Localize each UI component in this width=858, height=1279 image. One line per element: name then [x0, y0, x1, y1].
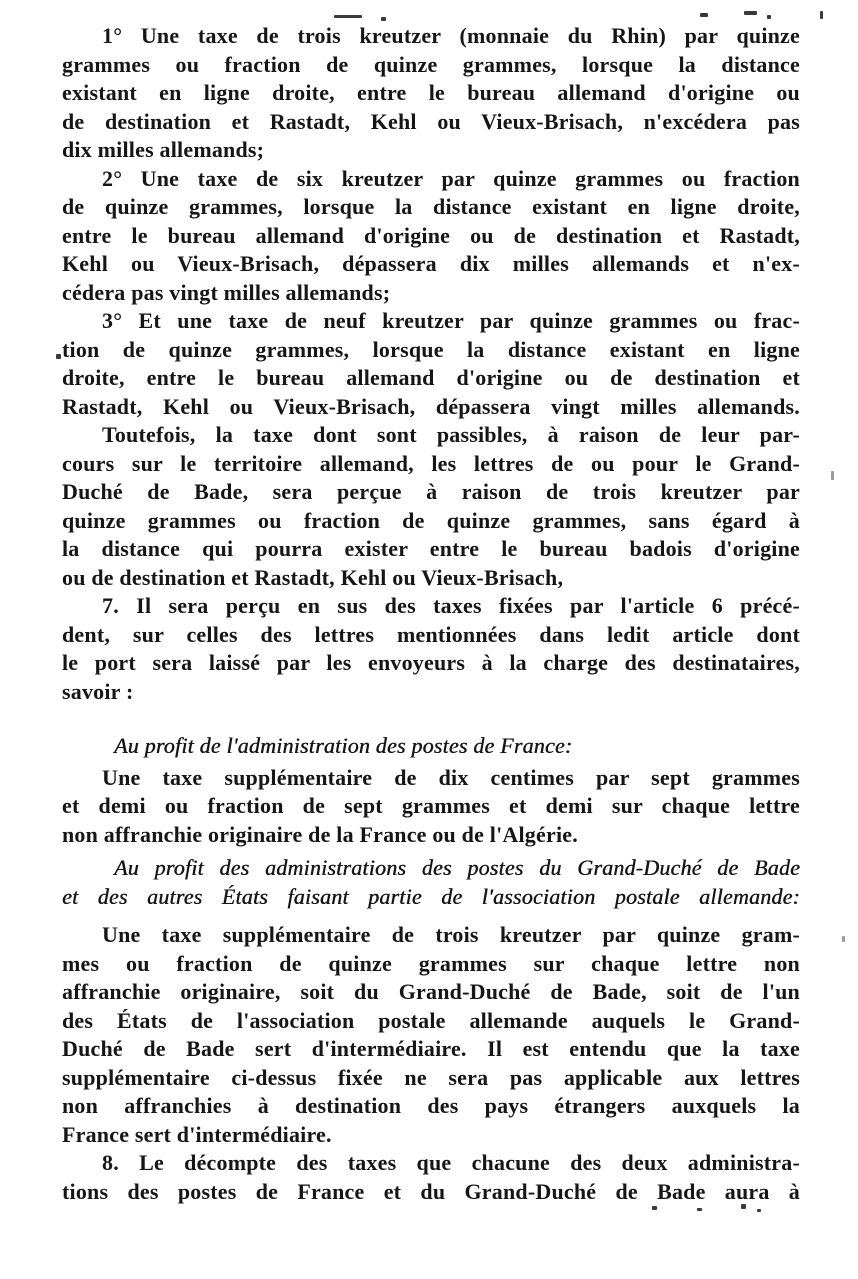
ink-speck — [842, 936, 845, 942]
text-line: quinze grammes ou fraction de quinze grammes, sans égard à — [62, 507, 800, 533]
text-line: savoir : — [62, 678, 134, 704]
text-line: existant en ligne droite, entre le bureau allemand d'origine ou — [62, 80, 800, 105]
text-line: Duché de Bade, sera perçue à raison de trois kreutzer par — [62, 479, 800, 504]
text-line: tion de quinze grammes, lorsque la distance existant en ligne — [62, 336, 800, 362]
ink-speck — [56, 354, 61, 359]
text-line: de quinze grammes, lorsque la distance existant en ligne droite, — [62, 194, 800, 219]
text-line: entre le bureau allemand d'origine ou de destination et Rastadt, — [62, 222, 800, 248]
body-text-block — [62, 22, 800, 1206]
paragraph-taxe-dix-centimes — [62, 764, 800, 850]
article-7 — [62, 592, 800, 706]
text-line: non affranchies à destination des pays étrangers auxquels la — [62, 1093, 800, 1118]
heading-profit-france — [62, 732, 800, 761]
text-line: et des autres États faisant partie de l'association postale allemande: — [62, 883, 800, 909]
text-line: affranchie originaire, soit du Grand-Duché de Bade, soit de l'un — [62, 979, 800, 1004]
text-line: 2° Une taxe de six kreutzer par quinze grammes ou fraction — [102, 165, 800, 191]
text-line: Au profit des administrations des postes du Grand-Duché de Bade — [114, 855, 800, 880]
text-line: Une taxe supplémentaire de trois kreutzer par quinze gram- — [102, 922, 800, 947]
ink-speck — [820, 11, 823, 19]
ink-speck — [744, 11, 757, 15]
text-line: des États de l'association postale allemande auquels le Grand- — [62, 1007, 800, 1033]
ink-speck — [757, 1209, 761, 1212]
text-line: Kehl ou Vieux-Brisach, dépassera dix milles allemands et n'ex- — [62, 251, 800, 276]
text-line: grammes ou fraction de quinze grammes, lorsque la distance — [62, 51, 800, 77]
ink-speck — [700, 13, 708, 17]
text-line: Au profit de l'administration des postes de France: — [114, 733, 573, 758]
ink-speck — [334, 15, 362, 18]
text-line: cédera pas vingt milles allemands; — [62, 279, 391, 305]
text-line: le port sera laissé par les envoyeurs à la charge des destinataires, — [62, 650, 800, 675]
text-line: cours sur le territoire allemand, les lettres de ou pour le Grand- — [62, 450, 800, 476]
text-line: de destination et Rastadt, Kehl ou Vieux-Brisach, n'excédera pas — [62, 108, 800, 134]
paragraph-toutefois — [62, 421, 800, 592]
text-line: 3° Et une taxe de neuf kreutzer par quinze grammes ou frac- — [102, 308, 800, 333]
paragraph-taxe-trois-kreutzer — [62, 921, 800, 1149]
text-line: la distance qui pourra exister entre le bureau badois d'origine — [62, 536, 800, 561]
text-line: droite, entre le bureau allemand d'origine ou de destination et — [62, 365, 800, 390]
text-line: non affranchie originaire de la France ou de l'Algérie. — [62, 821, 578, 847]
ink-speck — [831, 471, 834, 480]
text-line: 8. Le décompte des taxes que chacune des deux administra- — [102, 1150, 800, 1175]
clause-2-six-kreutzer — [62, 165, 800, 308]
text-line: France sert d'intermédiaire. — [62, 1121, 332, 1147]
text-line: et demi ou fraction de sept grammes et demi sur chaque lettre — [62, 793, 800, 818]
text-line: Rastadt, Kehl ou Vieux-Brisach, dépassera vingt milles allemands. — [62, 393, 800, 419]
text-line: 1° Une taxe de trois kreutzer (monnaie du Rhin) par quinze — [102, 23, 800, 48]
text-line: Une taxe supplémentaire de dix centimes par sept grammes — [102, 764, 800, 790]
article-8 — [62, 1149, 800, 1206]
text-line: dix milles allemands; — [62, 137, 265, 162]
ink-speck — [697, 1208, 702, 1211]
text-line: tions des postes de France et du Grand-Duché de Bade aura à — [62, 1178, 800, 1204]
text-line: Toutefois, la taxe dont sont passibles, à raison de leur par- — [102, 422, 800, 447]
text-line: supplémentaire ci-dessus fixée ne sera pas applicable aux lettres — [62, 1064, 800, 1090]
heading-profit-bade — [62, 854, 800, 911]
ink-speck — [767, 15, 771, 19]
text-line: 7. Il sera perçu en sus des taxes fixées par l'article 6 précé- — [102, 593, 800, 618]
ink-speck — [652, 1206, 657, 1210]
text-line: mes ou fraction de quinze grammes sur chaque lettre non — [62, 950, 800, 976]
clause-3-neuf-kreutzer — [62, 307, 800, 421]
text-line: Duché de Bade sert d'intermédiaire. Il est entendu que la taxe — [62, 1036, 800, 1061]
text-line: dent, sur celles des lettres mentionnées dans ledit article dont — [62, 621, 800, 647]
clause-1-three-kreutzer — [62, 22, 800, 165]
text-line: ou de destination et Rastadt, Kehl ou Vieux-Brisach, — [62, 564, 564, 590]
ink-speck — [381, 17, 386, 21]
